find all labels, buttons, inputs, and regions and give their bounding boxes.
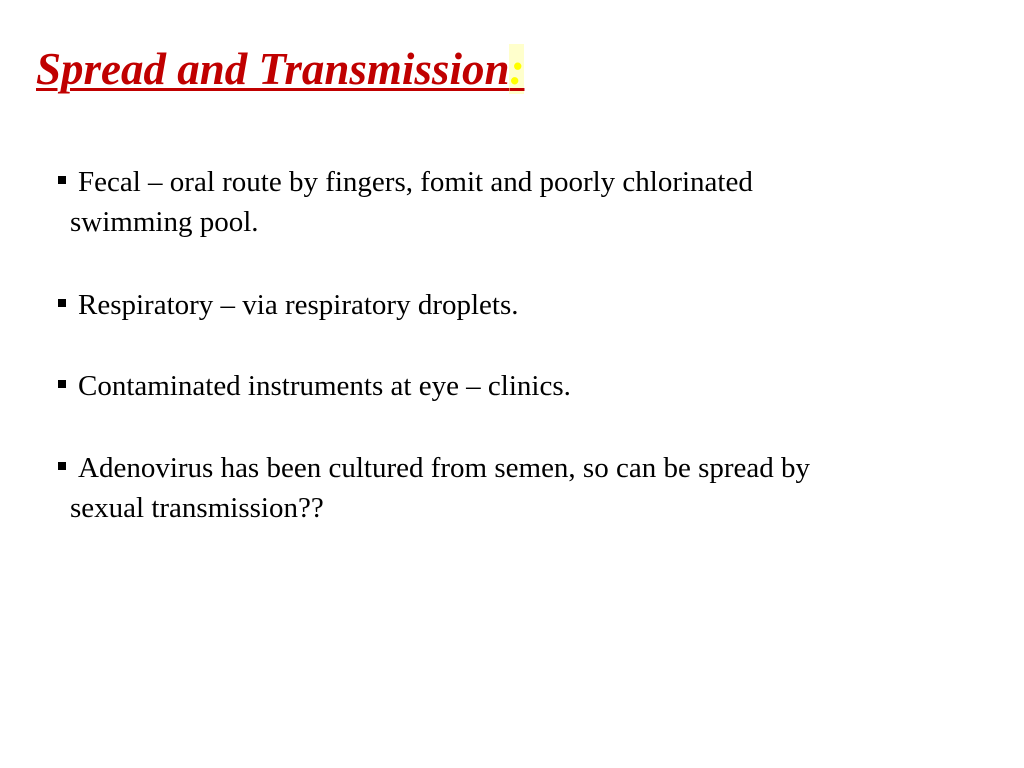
bullet-text-line: swimming pool. xyxy=(70,206,259,238)
bullet-text-line: sexual transmission?? xyxy=(70,492,324,524)
slide-title-text: Spread and Transmission xyxy=(36,44,510,94)
square-bullet-icon xyxy=(58,299,66,307)
bullet-text-line: Fecal – oral route by fingers, fomit and poorly chlorinated xyxy=(78,166,753,198)
bullet-item-instruments xyxy=(55,366,955,406)
slide-title-colon: : xyxy=(509,44,525,94)
bullet-text-line: Respiratory – via respiratory droplets. xyxy=(78,289,519,321)
bullet-item-fecal-oral xyxy=(55,162,955,242)
bullet-text xyxy=(55,285,955,325)
bullet-item-adenovirus xyxy=(55,448,955,528)
square-bullet-icon xyxy=(58,380,66,388)
bullet-text-line: Adenovirus has been cultured from semen, so can be spread by xyxy=(78,452,811,484)
bullet-item-respiratory xyxy=(55,285,955,325)
square-bullet-icon xyxy=(58,176,66,184)
slide-title xyxy=(36,44,524,96)
bullet-text-line: Contaminated instruments at eye – clinics. xyxy=(78,370,571,402)
bullet-text xyxy=(55,366,955,406)
bullet-text xyxy=(55,162,955,242)
square-bullet-icon xyxy=(58,462,66,470)
bullet-text xyxy=(55,448,955,528)
